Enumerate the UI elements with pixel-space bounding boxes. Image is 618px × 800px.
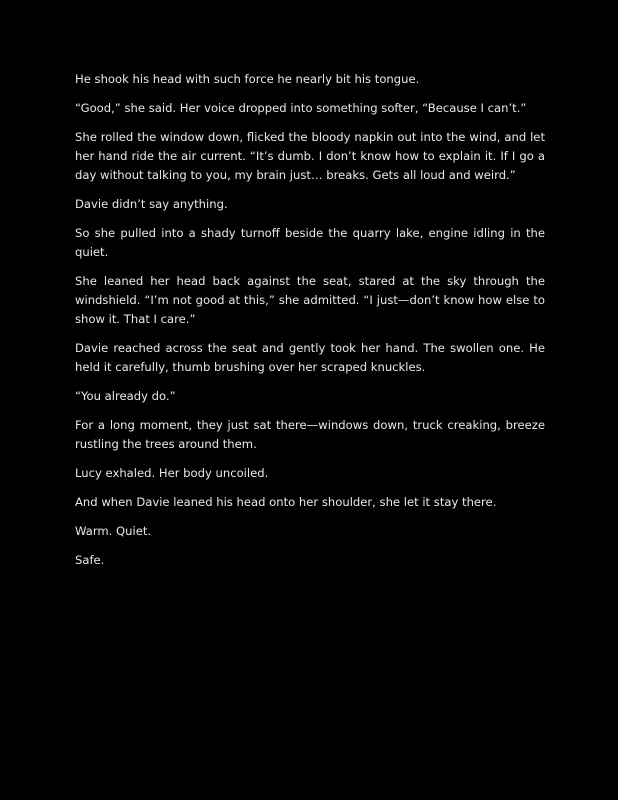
paragraph: “Good,” she said. Her voice dropped into something softer, “Because I can’t.” xyxy=(75,101,527,115)
paragraph: And when Davie leaned his head onto her shoulder, she let it stay there. xyxy=(75,495,497,509)
paragraph: She leaned her head back against the seat, stared at the sky through the windshield. “I’m not good at this,” she admitted. “I just—don’t know how else to show it. That I care.” xyxy=(75,274,545,326)
paragraph: He shook his head with such force he nearly bit his tongue. xyxy=(75,72,420,86)
paragraph: Davie didn’t say anything. xyxy=(75,197,228,211)
paragraph: Safe. xyxy=(75,553,105,567)
paragraph: So she pulled into a shady turnoff beside the quarry lake, engine idling in the quiet. xyxy=(75,226,545,259)
paragraph: Lucy exhaled. Her body uncoiled. xyxy=(75,466,269,480)
paragraph: “You already do.” xyxy=(75,389,176,403)
paragraph: Davie reached across the seat and gently took her hand. The swollen one. He held it carefully, thumb brushing over her scraped knuckles. xyxy=(75,341,545,374)
paragraph: For a long moment, they just sat there—windows down, truck creaking, breeze rustling the trees around them. xyxy=(75,418,545,451)
paragraph: Warm. Quiet. xyxy=(75,524,152,538)
story-text xyxy=(75,70,545,580)
paragraph: She rolled the window down, flicked the bloody napkin out into the wind, and let her hand ride the air current. “It’s dumb. I don’t know how to explain it. If I go a day without talking to you, my brain just… breaks. Gets all loud and weird.” xyxy=(75,130,545,182)
